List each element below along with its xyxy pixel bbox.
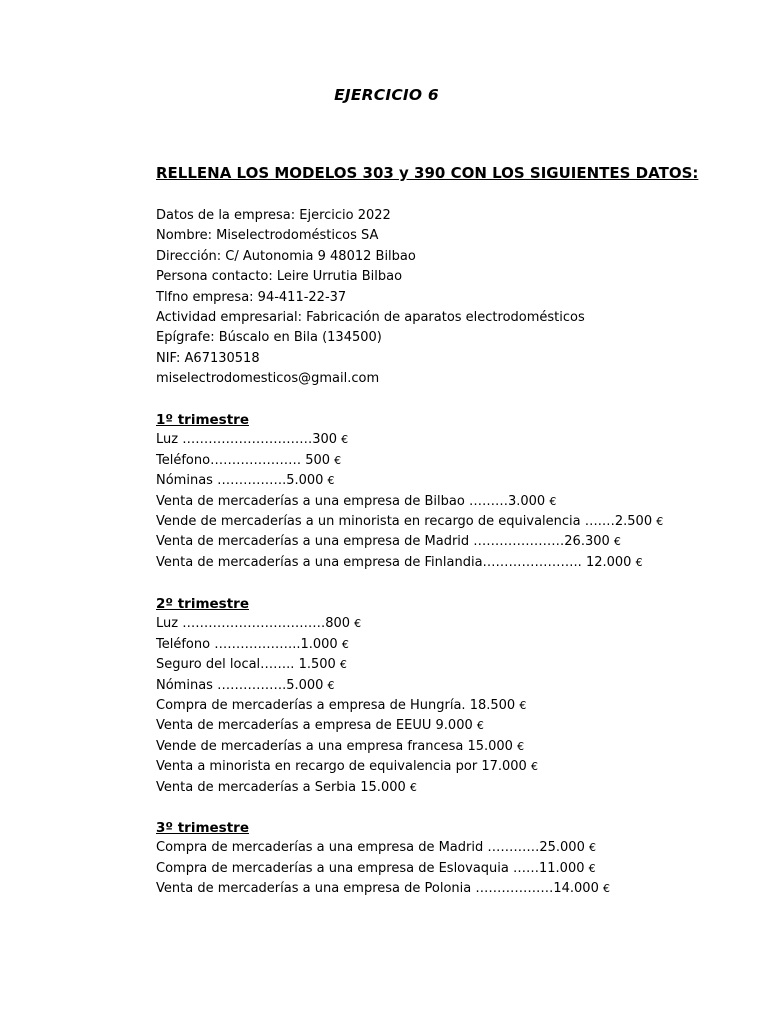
expense-line: Luz ……………………………800 € xyxy=(156,616,362,632)
quarter-2-section xyxy=(156,594,538,798)
company-email-line: miselectrodomesticos@gmail.com xyxy=(156,371,380,387)
quarter-heading: 2º trimestre xyxy=(156,596,249,612)
sale-line: Venta de mercaderías a empresa de EEUU 9.000 € xyxy=(156,718,484,734)
company-address-line: Dirección: C/ Autonomia 9 48012 Bilbao xyxy=(156,248,416,264)
sale-line: Venta de mercaderías a una empresa de Polonia ………………14.000 € xyxy=(156,881,610,897)
company-info xyxy=(156,206,585,390)
quarter-1-section xyxy=(156,410,663,573)
quarter-heading: 3º trimestre xyxy=(156,820,249,836)
purchase-line: Compra de mercaderías a una empresa de Madrid …………25.000 € xyxy=(156,840,596,856)
sale-line: Venta de mercaderías a una empresa de Madrid …………………26.300 € xyxy=(156,534,621,550)
company-activity-line: Actividad empresarial: Fabricación de aparatos electrodomésticos xyxy=(156,309,585,325)
sale-line: Venta de mercaderías a una empresa de Bilbao ………3.000 € xyxy=(156,493,557,509)
expense-line: Teléfono………………… 500 € xyxy=(156,452,342,468)
sale-line: Venta de mercaderías a una empresa de Finlandia………………….. 12.000 € xyxy=(156,554,643,570)
expense-line: Nóminas …………….5.000 € xyxy=(156,473,335,489)
expense-line: Nóminas …………….5.000 € xyxy=(156,677,335,693)
quarter-3-section xyxy=(156,818,610,900)
sale-line: Venta de mercaderías a Serbia 15.000 € xyxy=(156,779,417,795)
company-nif-line: NIF: A67130518 xyxy=(156,350,260,366)
company-epigrafe-line: Epígrafe: Búscalo en Bila (134500) xyxy=(156,330,382,346)
company-name-line: Nombre: Miselectrodomésticos SA xyxy=(156,228,379,244)
company-info-line: Datos de la empresa: Ejercicio 2022 xyxy=(156,208,391,223)
company-phone-line: Tlfno empresa: 94-411-22-37 xyxy=(156,289,347,305)
expense-line: Teléfono ………………..1.000 € xyxy=(156,636,349,652)
purchase-line: Compra de mercaderías a una empresa de Eslovaquia ……11.000 € xyxy=(156,860,596,876)
purchase-line: Compra de mercaderías a empresa de Hungría. 18.500 € xyxy=(156,697,527,713)
sale-line: Vende de mercaderías a una empresa francesa 15.000 € xyxy=(156,738,525,754)
sale-line: Vende de mercaderías a un minorista en recargo de equivalencia ….…2.500 € xyxy=(156,513,664,529)
expense-line: Luz …………………………300 € xyxy=(156,432,349,448)
sale-line: Venta a minorista en recargo de equivalencia por 17.000 € xyxy=(156,759,538,775)
expense-line: Seguro del local…….. 1.500 € xyxy=(156,657,347,673)
document-subtitle: RELLENA LOS MODELOS 303 y 390 CON LOS SIGUIENTES DATOS: xyxy=(156,164,699,182)
document-title: EJERCICIO 6 xyxy=(334,86,439,104)
company-contact-line: Persona contacto: Leire Urrutia Bilbao xyxy=(156,269,403,285)
quarter-heading: 1º trimestre xyxy=(156,412,249,428)
